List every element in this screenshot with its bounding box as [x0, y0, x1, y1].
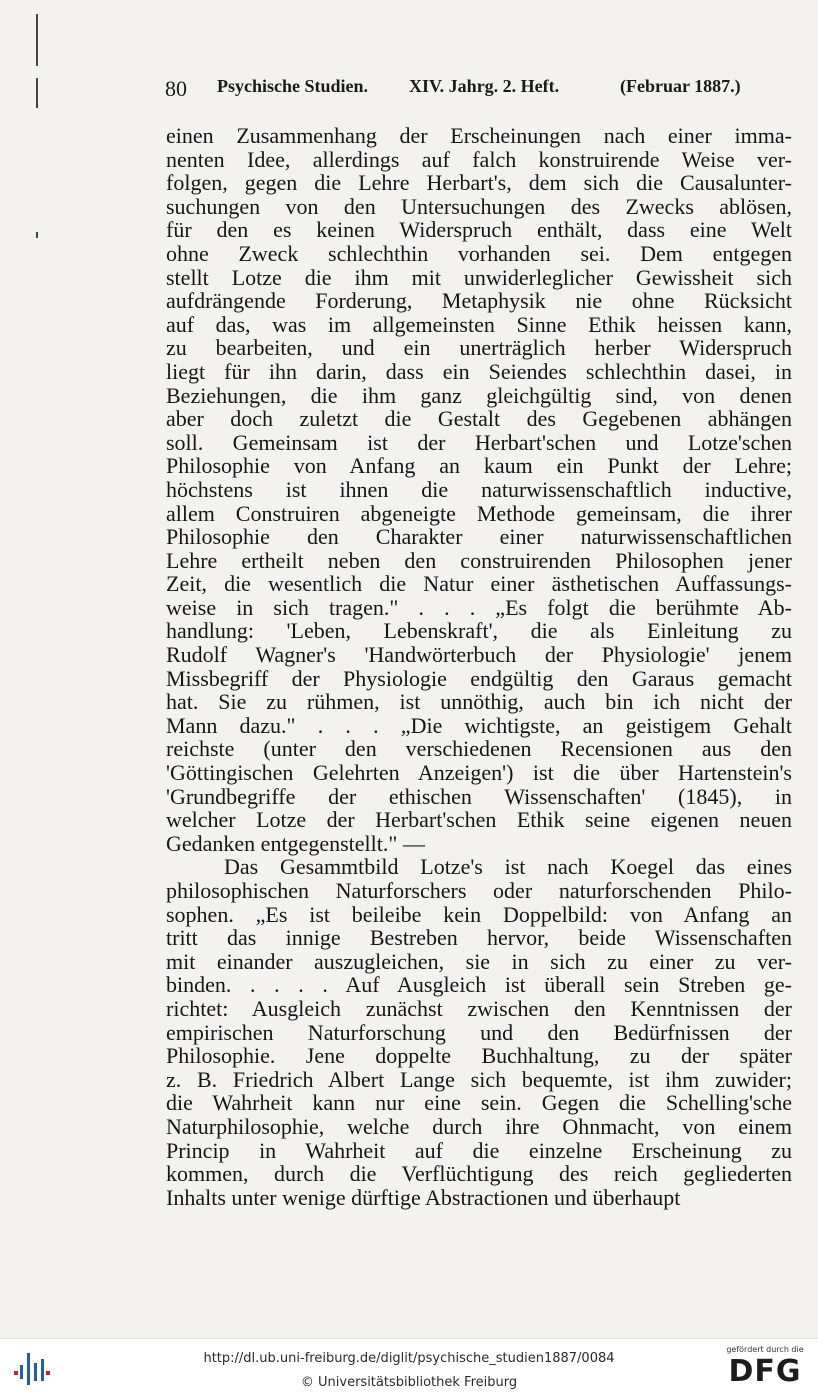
- issue-date: (Februar 1887.): [620, 76, 741, 96]
- text-line: empirischen Naturforschung und den Bedürfnissen der: [166, 1019, 792, 1045]
- text-line: Naturphilosophie, welche durch ihre Ohnmacht, von einem: [166, 1113, 792, 1139]
- running-header: [165, 76, 760, 106]
- text-line: Rudolf Wagner's 'Handwörterbuch der Physiologie' jenem: [166, 642, 792, 668]
- text-line: Princip in Wahrheit auf die einzelne Erscheinung zu: [166, 1137, 792, 1163]
- scan-edge-mark: [36, 78, 38, 108]
- source-url-link[interactable]: http://dl.ub.uni-freiburg.de/diglit/psychische_studien1887/0084: [203, 1351, 615, 1366]
- text-line: allem Construiren abgeneigte Methode gemeinsam, die ihrer: [166, 500, 792, 526]
- text-line: einen Zusammenhang der Erscheinungen nach einer imma-: [166, 123, 792, 148]
- text-line: Missbegriff der Physiologie endgültig den Garaus gemacht: [166, 665, 792, 691]
- text-line: reichste (unter den verschiedenen Recensionen aus den: [166, 736, 792, 762]
- text-line: Zeit, die wesentlich die Natur einer ästhetischen Auffassungs-: [166, 571, 792, 597]
- text-line: richtet: Ausgleich zunächst zwischen den Kenntnissen der: [166, 995, 792, 1021]
- text-line: 'Göttingischen Gelehrten Anzeigen') ist die über Hartenstein's: [166, 760, 792, 786]
- text-line: höchstens ist ihnen die naturwissenschaftlich inductive,: [166, 476, 792, 502]
- text-line: mit einander auszugleichen, sie in sich zu einer zu ver-: [166, 948, 792, 974]
- text-line: aufdrängende Forderung, Metaphysik nie ohne Rücksicht: [166, 288, 792, 314]
- body-text: [166, 124, 792, 1209]
- text-line: nenten Idee, allerdings auf falch konstruirende Weise ver-: [166, 146, 792, 172]
- text-line: hat. Sie zu rühmen, ist unnöthig, auch bin ich nicht der: [166, 689, 792, 715]
- scan-edge-mark: [36, 14, 38, 66]
- footer-bar: [0, 1338, 818, 1398]
- text-line: soll. Gemeinsam ist der Herbart'schen und Lotze'schen: [166, 429, 792, 455]
- text-line: stellt Lotze die ihm mit unwiderleglicher Gewissheit sich: [166, 264, 792, 290]
- text-line: ohne Zweck schlechthin vorhanden sei. Dem entgegen: [166, 240, 792, 266]
- text-line: kommen, durch die Verflüchtigung des reich gegliederten: [166, 1161, 792, 1187]
- text-line: auf das, was im allgemeinsten Sinne Ethik heissen kann,: [166, 311, 792, 337]
- text-line: 'Grundbegriffe der ethischen Wissenschaften' (1845), in: [166, 783, 792, 809]
- text-line: Inhalts unter wenige dürftige Abstractionen und überhaupt: [166, 1184, 681, 1210]
- dfg-logo[interactable]: [722, 1345, 808, 1393]
- text-line: tritt das innige Bestreben hervor, beide Wissenschaften: [166, 925, 792, 951]
- text-line: Gedanken entgegenstellt." —: [166, 830, 425, 856]
- text-line: Lehre ertheilt neben den construirenden Philosophen jener: [166, 547, 792, 573]
- text-line: sophen. „Es ist beileibe kein Doppelbild: von Anfang an: [166, 901, 792, 927]
- text-line: Philosophie den Charakter einer naturwissenschaftlichen: [166, 524, 792, 550]
- text-line: Philosophie. Jene doppelte Buchhaltung, zu der später: [166, 1043, 792, 1069]
- text-line: für den es keinen Widerspruch enthält, dass eine Welt: [166, 217, 792, 243]
- text-line: folgen, gegen die Lehre Herbart's, dem sich die Causalunter-: [166, 170, 792, 196]
- text-line: Beziehungen, die ihm ganz gleichgültig sind, von denen: [166, 382, 792, 408]
- copyright-notice: © Universitätsbibliothek Freiburg: [300, 1375, 518, 1390]
- text-line: handlung: 'Leben, Lebenskraft', die als Einleitung zu: [166, 618, 792, 644]
- text-line: Philosophie von Anfang an kaum ein Punkt der Lehre;: [166, 453, 792, 479]
- text-line: welcher Lotze der Herbart'schen Ethik seine eigenen neuen: [166, 807, 792, 833]
- text-line: die Wahrheit kann nur eine sein. Gegen die Schelling'sche: [166, 1090, 792, 1116]
- dfg-wordmark: DFG: [728, 1354, 802, 1389]
- journal-title: Psychische Studien.: [217, 76, 369, 96]
- text-line: weise in sich tragen." . . . „Es folgt die berühmte Ab-: [166, 594, 792, 620]
- text-line: suchungen von den Untersuchungen des Zwecks ablösen,: [166, 193, 792, 219]
- text-line: Mann dazu." . . . „Die wichtigste, an geistigem Gehalt: [166, 712, 792, 738]
- scan-edge-mark: [36, 232, 38, 238]
- dfg-caption: gefördert durch die: [726, 1345, 804, 1354]
- issue-info: XIV. Jahrg. 2. Heft.: [409, 76, 560, 96]
- text-line: z. B. Friedrich Albert Lange sich bequemte, ist ihm zuwider;: [166, 1066, 792, 1092]
- text-line: zu bearbeiten, und ein unerträglich herber Widerspruch: [166, 335, 792, 361]
- text-line: aber doch zuletzt die Gestalt des Gegebenen abhängen: [166, 406, 792, 432]
- text-line: Das Gesammtbild Lotze's ist nach Koegel das eines: [224, 854, 792, 880]
- text-line: liegt für ihn darin, dass ein Seiendes schlechthin dasei, in: [166, 358, 792, 384]
- page-number: 80: [165, 76, 187, 101]
- text-line: binden. . . . . Auf Ausgleich ist überall sein Streben ge-: [166, 972, 792, 998]
- text-line: philosophischen Naturforschers oder naturforschenden Philo-: [166, 878, 792, 903]
